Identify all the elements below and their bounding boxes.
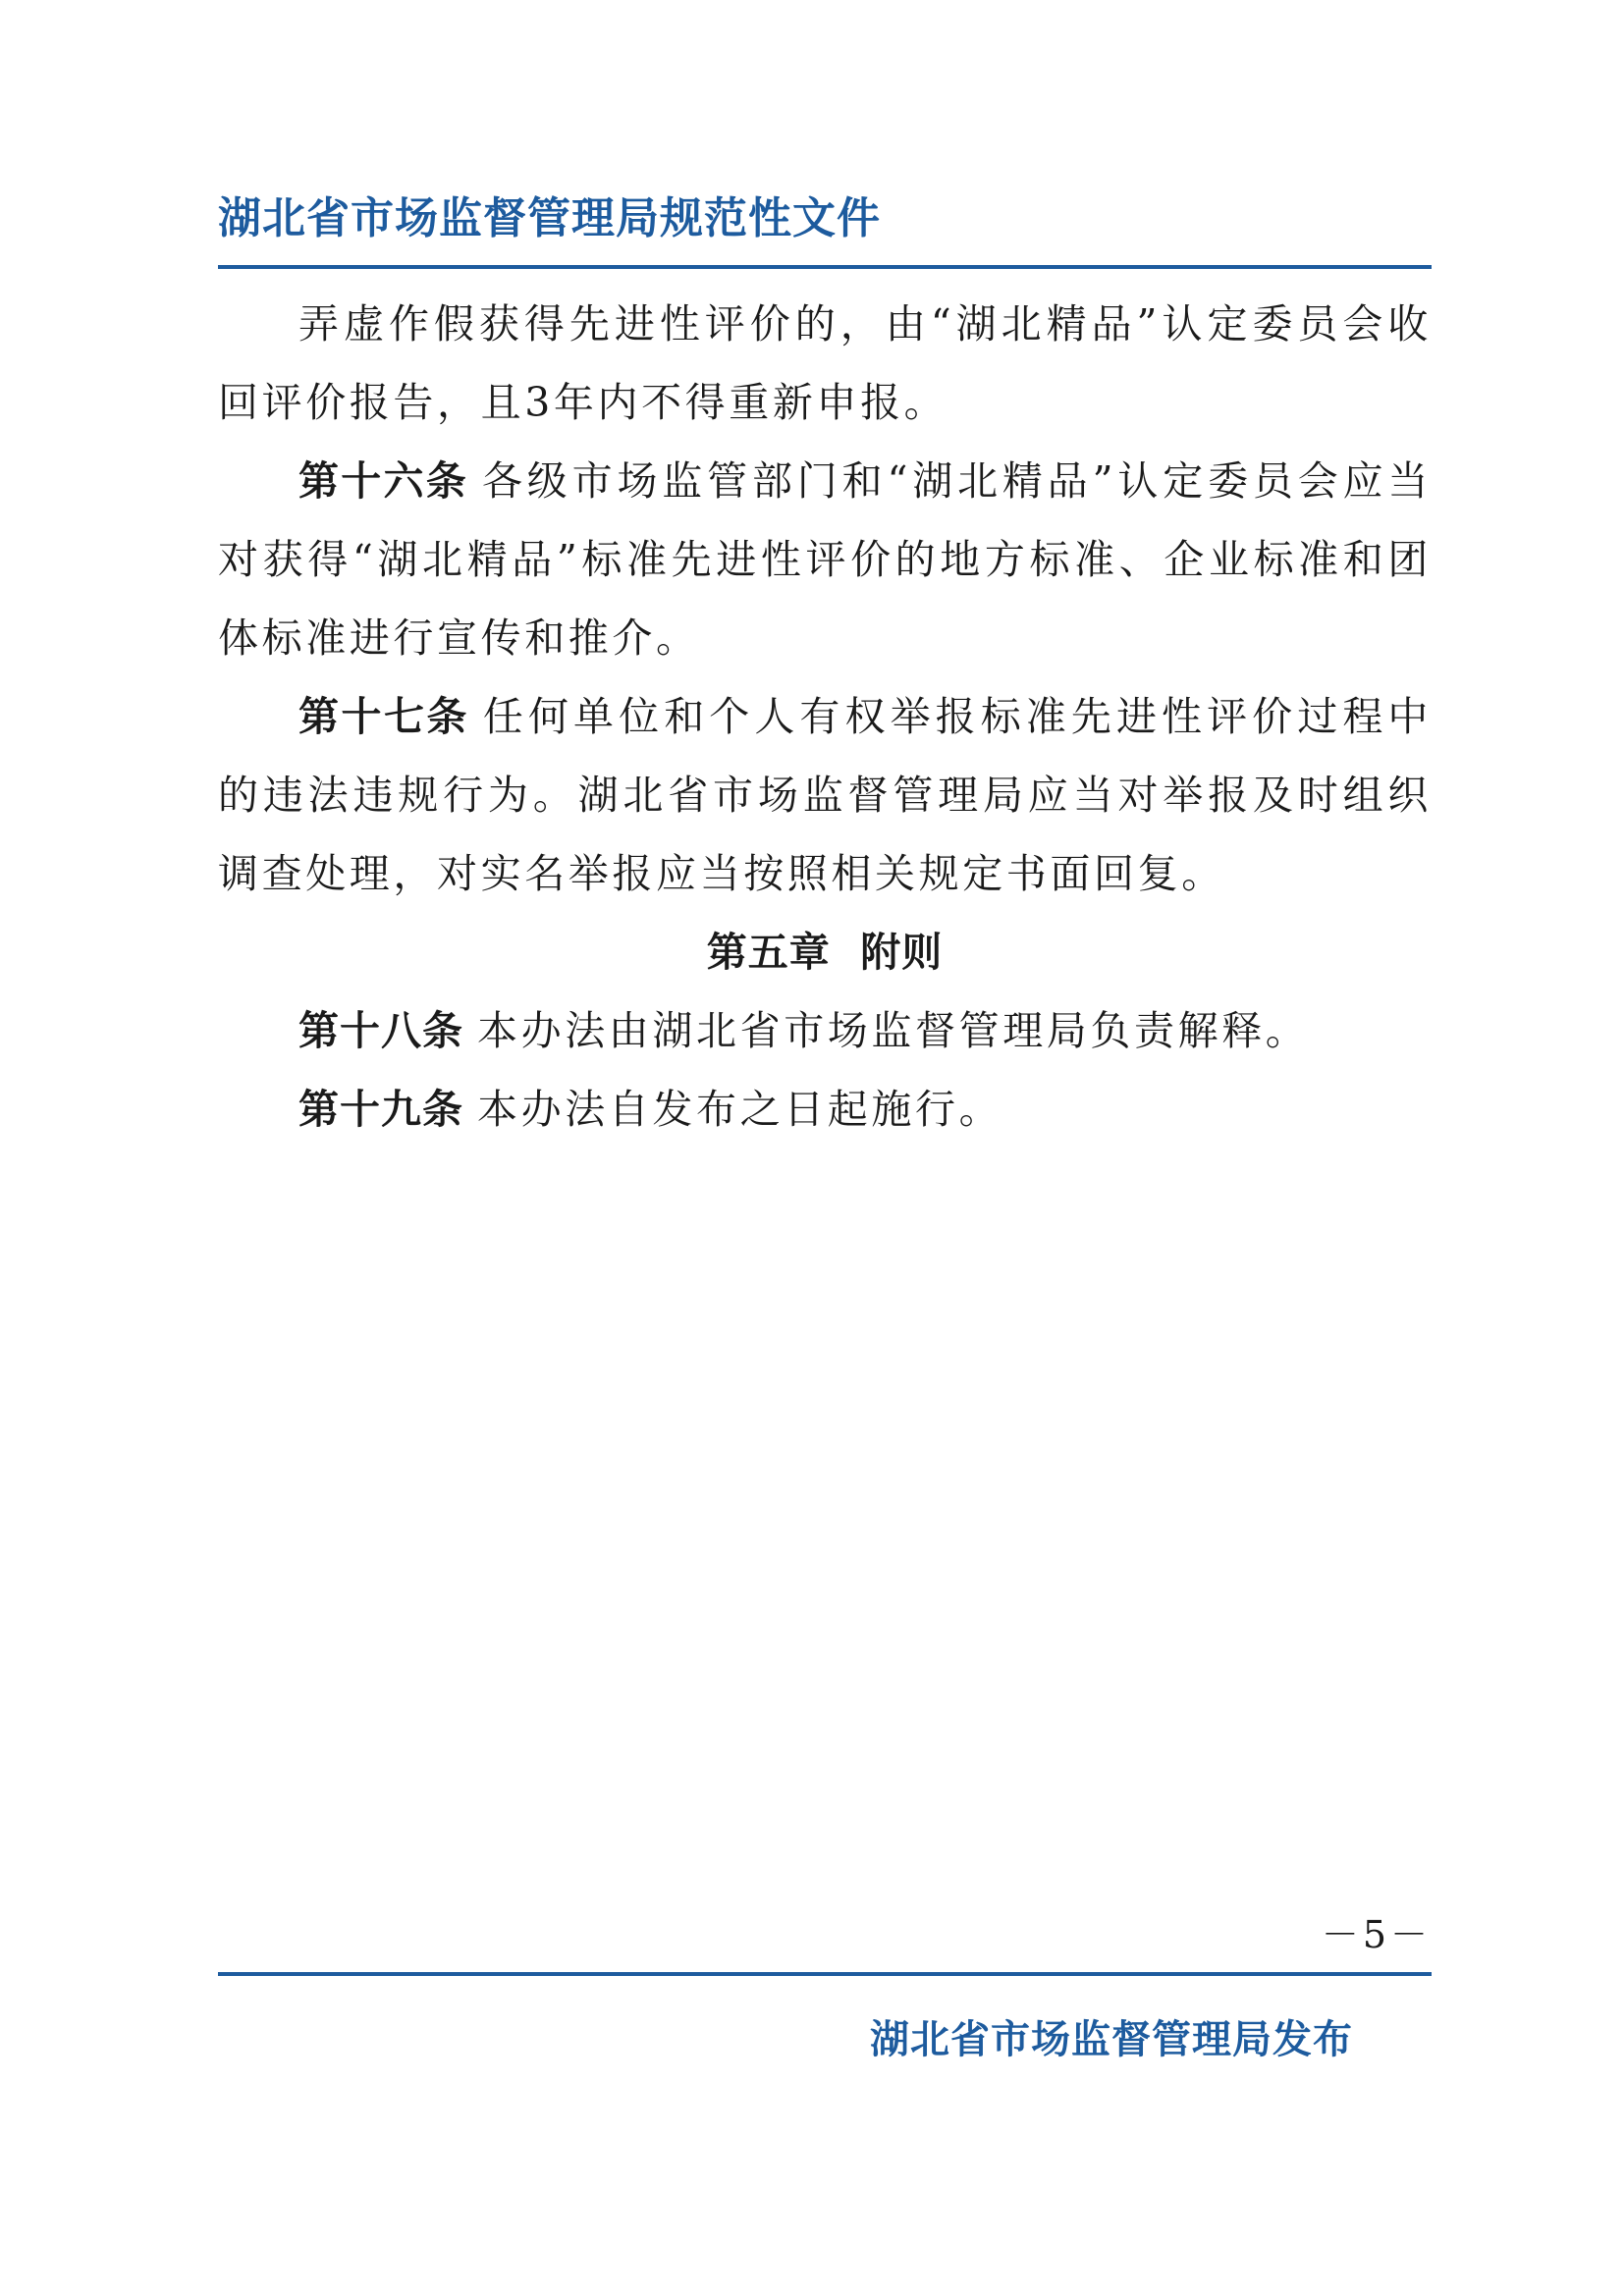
article-18-label: 第十八条 (298, 1007, 463, 1054)
article-16-label: 第十六条 (298, 457, 468, 505)
article-17 (218, 677, 1432, 913)
paragraph-continuation: 弄虚作假获得先进性评价的，由“湖北精品”认定委员会收回评价报告，且3年内不得重新申报。 (218, 300, 1432, 426)
page-number: －5－ (1321, 1913, 1432, 1956)
article-19 (218, 1070, 1432, 1148)
chapter-heading: 第五章 附则 (706, 929, 944, 976)
footer-divider (218, 1972, 1432, 1976)
article-17-label: 第十七条 (298, 693, 469, 740)
document-header-title: 湖北省市场监督管理局规范性文件 (218, 193, 881, 243)
article-16-text: 各级市场监管部门和“湖北精品”认定委员会应当对获得“湖北精品”标准先进性评价的地方标准、企业标准和团体标准进行宣传和推介。 (218, 457, 1433, 662)
article-19-text: 本办法自发布之日起施行。 (477, 1086, 1003, 1133)
article-19-label: 第十九条 (298, 1086, 463, 1133)
header-divider (218, 265, 1432, 269)
document-body (218, 285, 1432, 1148)
article-16 (218, 442, 1432, 677)
article-17-text: 任何单位和个人有权举报标准先进性评价过程中的违法违规行为。湖北省市场监督管理局应当对举报及时组织调查处理，对实名举报应当按照相关规定书面回复。 (218, 693, 1432, 897)
article-18-text: 本办法由湖北省市场监督管理局负责解释。 (477, 1007, 1310, 1054)
footer-publisher: 湖北省市场监督管理局发布 (870, 2017, 1353, 2062)
article-18 (218, 991, 1432, 1070)
